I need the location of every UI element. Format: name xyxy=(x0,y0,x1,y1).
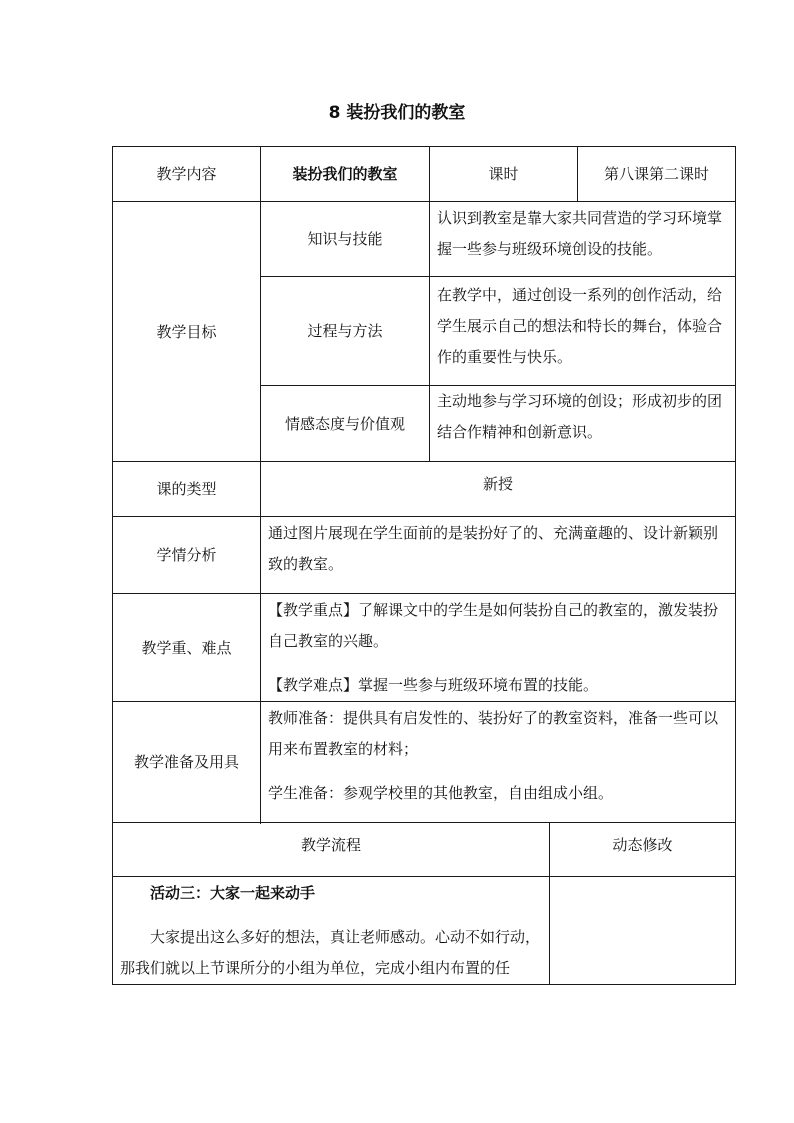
goal-text-knowledge: 认识到教室是靠大家共同营造的学习环境掌握一些参与班级环境创设的技能。 xyxy=(437,209,723,258)
table-border xyxy=(112,984,736,985)
table-border xyxy=(735,146,736,985)
teacher-prep-text: 教师准备：提供具有启发性的、装扮好了的教室资料，准备一些可以用来布置教室的材料； xyxy=(268,709,719,758)
content-label: 教学内容 xyxy=(156,165,217,183)
lesson-type-value: 新授 xyxy=(482,475,513,493)
prep-label: 教学准备及用具 xyxy=(133,753,239,771)
changes-header: 动态修改 xyxy=(612,836,673,854)
difficult-point-text: 【教学难点】掌握一些参与班级环境布置的技能。 xyxy=(268,676,599,694)
key-point-text: 【教学重点】了解课文中的学生是如何装扮自己的教室的，激发装扮自己教室的兴趣。 xyxy=(268,601,719,650)
key-points-label: 教学重、难点 xyxy=(141,638,232,657)
goals-label: 教学目标 xyxy=(156,322,217,341)
student-prep-text: 学生准备：参观学校里的其他教室，自由组成小组。 xyxy=(268,784,614,802)
goal-label-process: 过程与方法 xyxy=(307,322,383,340)
goal-text-attitude: 主动地参与学习环境的创设；形成初步的团结合作精神和创新意识。 xyxy=(437,392,723,441)
analysis-label: 学情分析 xyxy=(156,546,217,564)
document-title: 8 装扮我们的教室 xyxy=(328,103,466,123)
analysis-text: 通过图片展现在学生面前的是装扮好了的、充满童趣的、设计新颖别致的教室。 xyxy=(268,524,719,573)
content-value: 装扮我们的教室 xyxy=(292,165,398,183)
period-label: 课时 xyxy=(488,165,519,183)
goal-label-knowledge: 知识与技能 xyxy=(307,230,383,248)
period-value: 第八课第二课时 xyxy=(603,165,709,183)
activity-title: 活动三：大家一起来动手 xyxy=(150,884,316,902)
goal-label-attitude: 情感态度与价值观 xyxy=(284,414,405,433)
activity-text: 大家提出这么多好的想法，真让老师感动。心动不如行动，那我们就以上节课所分的小组为单位，完成小组内布置的任 xyxy=(120,928,541,977)
flow-header: 教学流程 xyxy=(300,836,361,854)
goal-text-process: 在教学中，通过创设一系列的创作活动，给学生展示自己的想法和特长的舞台，体验合作的重要性与快乐。 xyxy=(437,286,723,366)
lesson-type-label: 课的类型 xyxy=(156,480,217,498)
table-border xyxy=(112,876,736,877)
